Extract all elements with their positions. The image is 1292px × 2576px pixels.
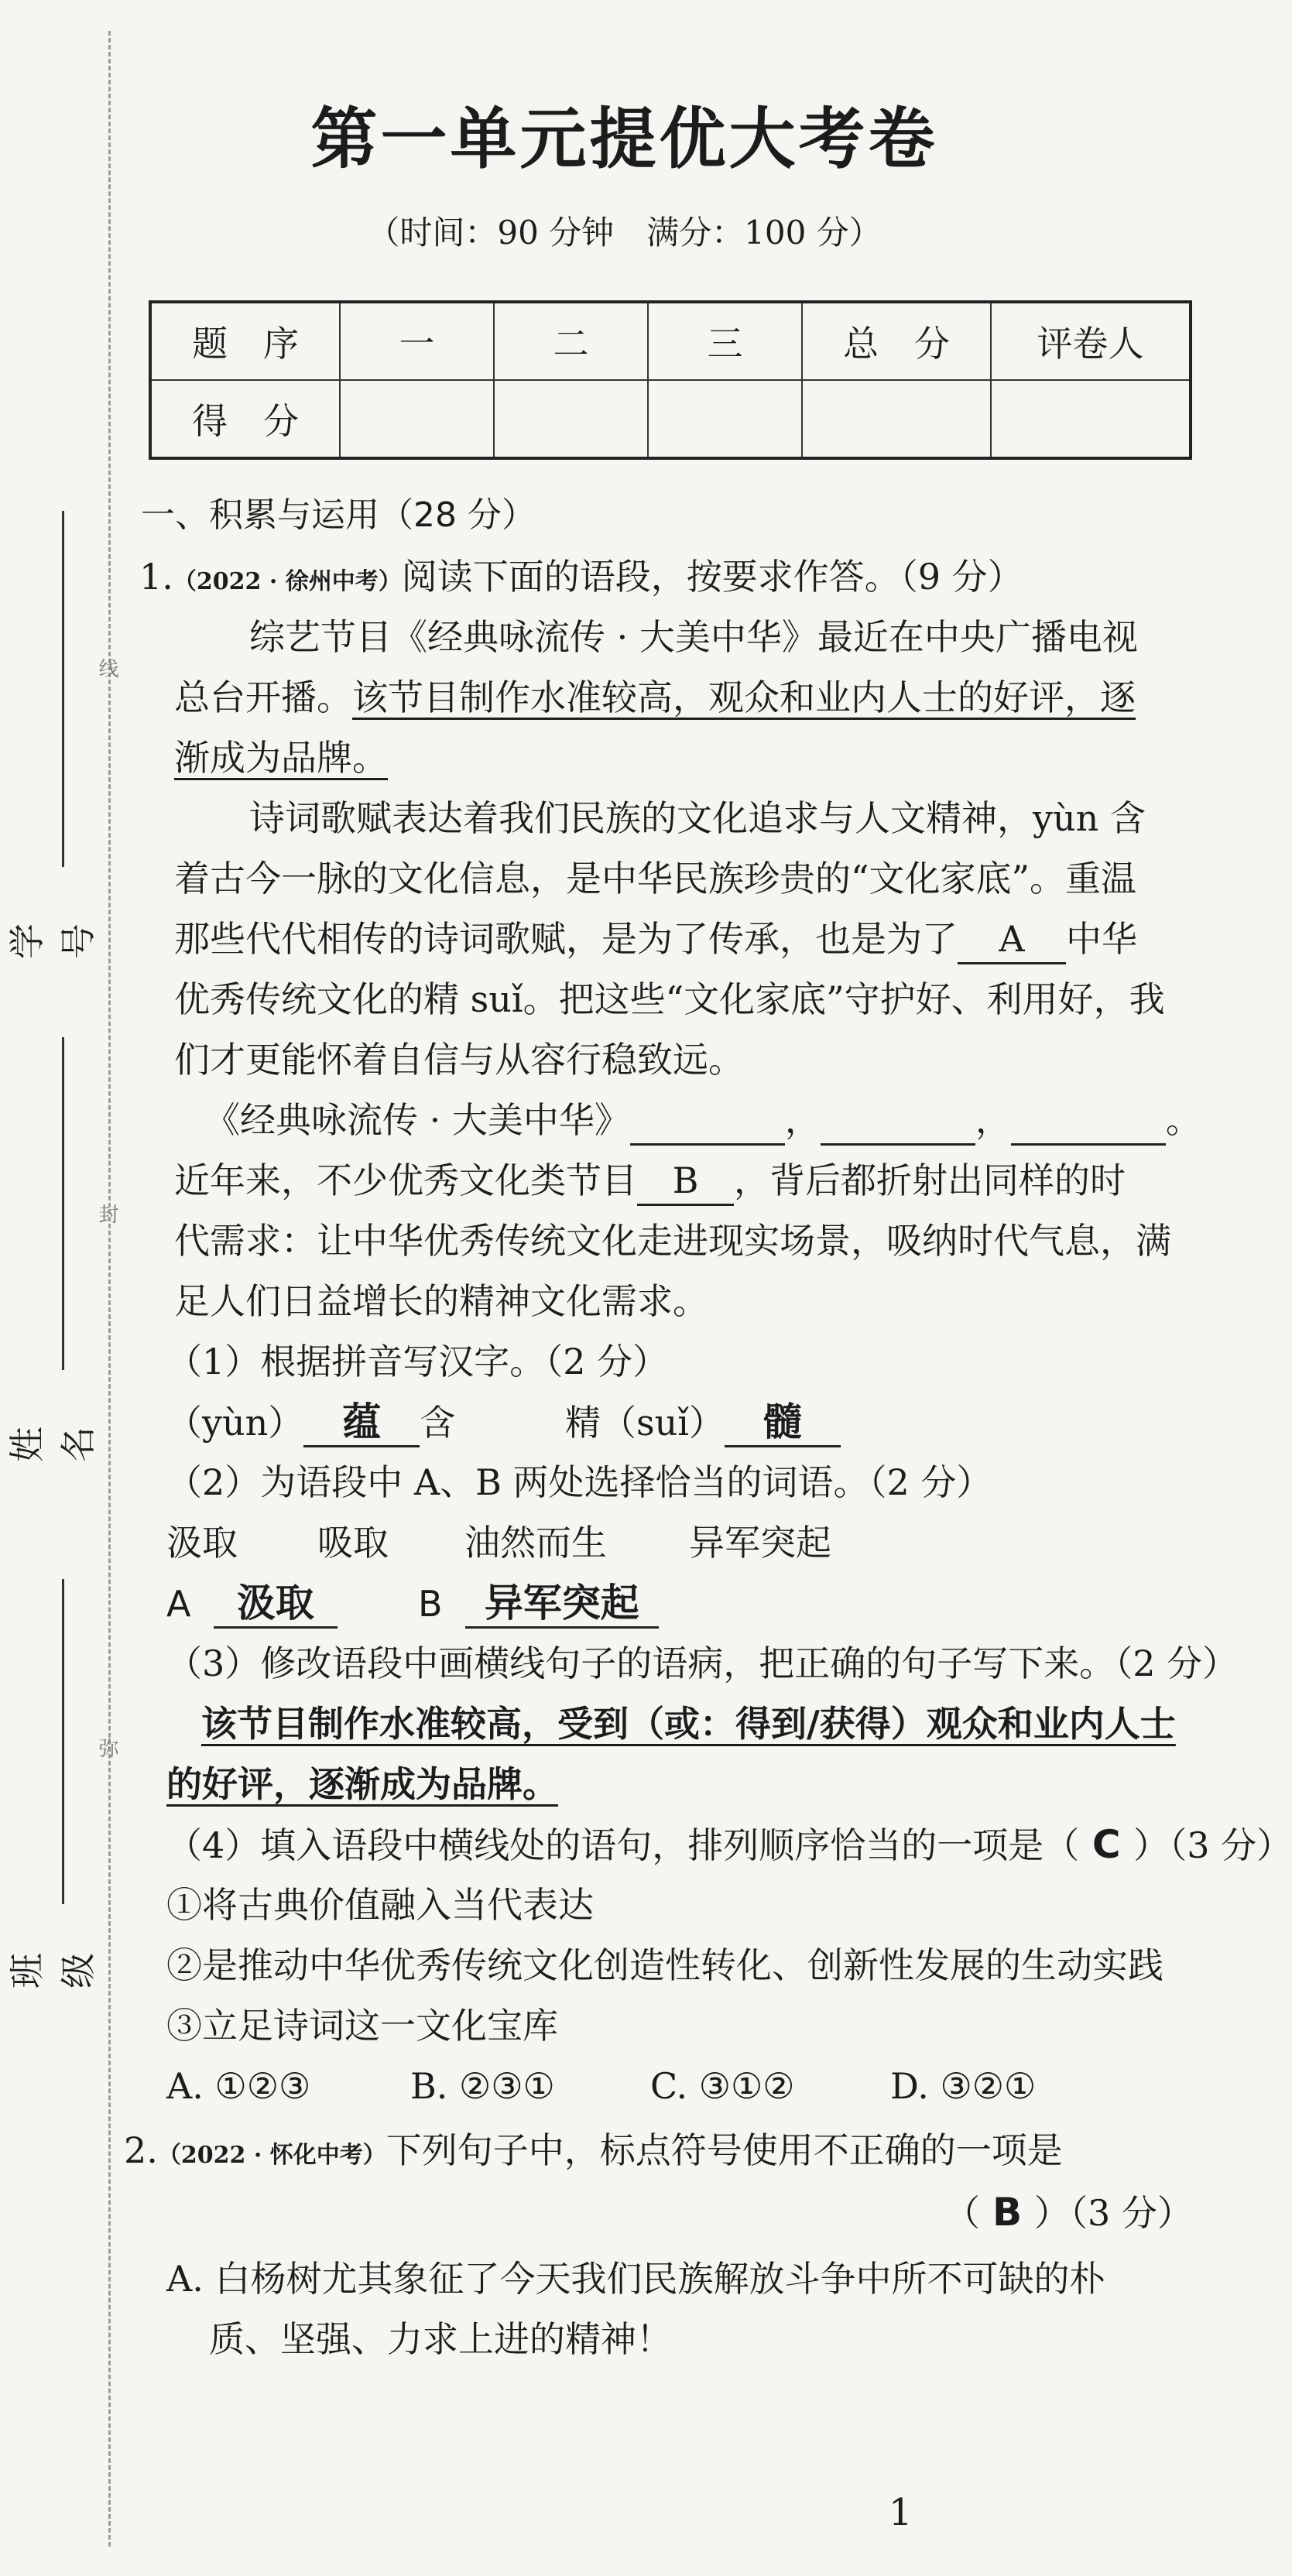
cut-mark-1: 线 xyxy=(95,658,118,678)
passage-line: 优秀传统文化的精 suǐ。把这些“文化家底”守护好、利用好，我 xyxy=(174,978,1165,1020)
passage-line: 综艺节目《经典咏流传 · 大美中华》最近在中央广播电视 xyxy=(249,616,1138,658)
subquestion-3: （3）修改语段中画横线句子的语病，把正确的句子写下来。（2 分） xyxy=(166,1643,1239,1684)
question-2-answer: （ B ）（3 分） xyxy=(944,2190,1193,2235)
fill-blank[interactable] xyxy=(821,1097,975,1146)
sequence-item: ②是推动中华优秀传统文化创造性转化、创新性发展的生动实践 xyxy=(166,1944,1163,1986)
score-cell: 一 xyxy=(340,302,494,380)
page-title: 第一单元提优大考卷 xyxy=(310,101,938,178)
score-cell: 三 xyxy=(648,302,802,380)
question-1-stem: 1.（2022 · 徐州中考）阅读下面的语段，按要求作答。（9 分） xyxy=(139,556,1023,598)
subquestion-2-answer-b: B 异军突起 xyxy=(418,1580,659,1629)
passage-line: 近年来，不少优秀文化类节目 B ，背后都折射出同样的时 xyxy=(174,1157,1126,1206)
passage-line: 足人们日益增长的精神文化需求。 xyxy=(174,1280,708,1322)
score-cell: 得 分 xyxy=(150,380,340,458)
score-cell: 二 xyxy=(494,302,648,380)
answer-field[interactable]: 髓 xyxy=(725,1399,841,1447)
score-input-cell[interactable] xyxy=(991,380,1191,458)
subquestion-4: （4）填入语段中横线处的语句，排列顺序恰当的一项是（ C ）（3 分） xyxy=(166,1822,1292,1867)
cut-line xyxy=(108,31,111,2547)
score-cell: 评卷人 xyxy=(991,302,1191,380)
answer-field[interactable]: 异军突起 xyxy=(465,1580,659,1629)
score-input-cell[interactable] xyxy=(802,380,991,458)
choice-option: B. ②③① xyxy=(410,2065,555,2107)
choice-option: C. ③①② xyxy=(650,2065,795,2107)
class-label: 班级 xyxy=(6,1953,99,1989)
score-input-cell[interactable] xyxy=(340,380,494,458)
score-input-cell[interactable] xyxy=(648,380,802,458)
subquestion-1-answer-a: （yùn） 蕴 含 xyxy=(166,1399,455,1447)
word-option: 油然而生 xyxy=(464,1522,607,1564)
choice-answer[interactable]: B xyxy=(992,2190,1023,2235)
passage-line: 代需求：让中华优秀传统文化走进现实场景，吸纳时代气息，满 xyxy=(174,1220,1171,1262)
score-cell: 题 序 xyxy=(150,302,340,380)
passage-line: 总台开播。该节目制作水准较高，观众和业内人士的好评，逐 xyxy=(174,677,1136,718)
subquestion-2-answer-a: A 汲取 xyxy=(166,1580,338,1629)
score-table-score-row xyxy=(150,380,1191,458)
question-2-stem: 2.（2022 · 怀化中考）下列句子中，标点符号使用不正确的一项是 xyxy=(124,2129,1063,2171)
passage-line: 们才更能怀着自信与从容行稳致远。 xyxy=(174,1039,744,1081)
blank-a[interactable]: A xyxy=(958,916,1066,964)
class-line xyxy=(62,1579,64,1904)
sequence-item: ③立足诗词这一文化宝库 xyxy=(166,2005,558,2047)
question-source: （2022 · 怀化中考） xyxy=(157,2142,386,2169)
name-label: 姓名 xyxy=(6,1427,99,1462)
score-table-header-row xyxy=(150,302,1191,380)
option-a: A. 白杨树尤其象征了今天我们民族解放斗争中所不可缺的朴 xyxy=(166,2258,1105,2300)
word-option: 汲取 xyxy=(166,1522,238,1564)
page-number: 1 xyxy=(889,2491,913,2534)
student-no-label: 学号 xyxy=(6,923,99,959)
subquestion-3-answer-line[interactable]: 的好评，逐渐成为品牌。 xyxy=(166,1763,558,1805)
blank-b[interactable]: B xyxy=(637,1157,734,1206)
sequence-item: ①将古典价值融入当代表达 xyxy=(166,1884,594,1926)
passage-line: 那些代代相传的诗词歌赋，是为了传承，也是为了 A 中华 xyxy=(174,916,1137,964)
question-source: （2022 · 徐州中考） xyxy=(173,568,402,595)
question-number: 1. xyxy=(139,556,173,598)
name-line xyxy=(62,1037,64,1370)
choice-answer[interactable]: C xyxy=(1092,1822,1121,1867)
subquestion-2: （2）为语段中 A、B 两处选择恰当的词语。（2 分） xyxy=(166,1461,992,1503)
subquestion-1: （1）根据拼音写汉字。（2 分） xyxy=(166,1341,669,1382)
word-option: 吸取 xyxy=(317,1522,389,1564)
underlined-sentence: 渐成为品牌。 xyxy=(174,737,388,779)
section-heading: 一、积累与运用（28 分） xyxy=(141,495,536,535)
choice-option: D. ③②① xyxy=(890,2065,1037,2107)
subquestion-1-answer-b: 精（suǐ） 髓 xyxy=(565,1399,841,1447)
cut-mark-2: 封 xyxy=(95,1204,118,1224)
cut-mark-3: 弥 xyxy=(95,1738,118,1758)
passage-line: 诗词歌赋表达着我们民族的文化追求与人文精神，yùn 含 xyxy=(249,797,1146,839)
answer-field[interactable]: 蕴 xyxy=(303,1399,420,1447)
fill-blank[interactable] xyxy=(630,1097,785,1146)
choice-option: A. ①②③ xyxy=(166,2065,311,2107)
word-option: 异军突起 xyxy=(689,1522,831,1564)
underlined-sentence: 该节目制作水准较高，观众和业内人士的好评，逐 xyxy=(352,677,1136,718)
passage-line xyxy=(174,735,388,781)
score-table xyxy=(149,300,1192,460)
exam-info: （时间：90 分钟 满分：100 分） xyxy=(367,214,882,252)
option-a: 质、坚强、力求上进的精神！ xyxy=(209,2318,672,2360)
passage-line: 着古今一脉的文化信息，是中华民族珍贵的“文化家底”。重温 xyxy=(174,858,1137,899)
answer-field[interactable]: 汲取 xyxy=(214,1580,338,1629)
score-cell: 总 分 xyxy=(802,302,991,380)
subquestion-3-answer-line[interactable]: 该节目制作水准较高，受到（或：得到/获得）观众和业内人士 xyxy=(201,1703,1176,1745)
fill-blank[interactable] xyxy=(1011,1097,1166,1146)
score-input-cell[interactable] xyxy=(494,380,648,458)
question-number: 2. xyxy=(124,2129,158,2171)
passage-line: 《经典咏流传 · 大美中华》 ， ， 。 xyxy=(204,1097,1201,1146)
student-no-line xyxy=(62,511,64,867)
